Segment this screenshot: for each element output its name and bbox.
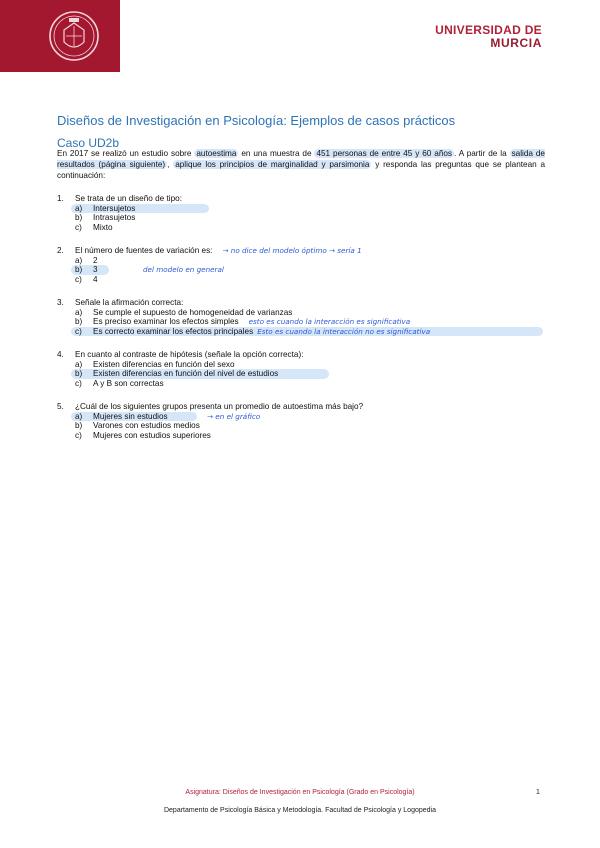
option-letter: c) <box>75 326 82 336</box>
option-letter: c) <box>75 378 82 388</box>
option-4a[interactable] <box>75 360 329 370</box>
option-text: Mixto <box>93 222 113 232</box>
option-text: Existen diferencias en función del nivel de estudios <box>93 369 279 378</box>
option-5a[interactable] <box>71 411 261 422</box>
option-letter: b) <box>75 369 83 378</box>
option-3c[interactable] <box>71 327 543 337</box>
option-text: 4 <box>93 274 98 284</box>
question-4 <box>57 350 329 388</box>
option-letter: b) <box>75 421 83 430</box>
question-1 <box>57 194 209 232</box>
option-text: Intersujetos <box>93 203 136 213</box>
question-text: Se trata de un diseño de tipo: <box>75 194 182 203</box>
university-name <box>435 24 542 50</box>
question-3 <box>57 298 543 336</box>
option-5c[interactable] <box>75 431 363 441</box>
option-2a[interactable] <box>75 256 362 266</box>
footer-department: Departamento de Psicología Básica y Metodología. Facultad de Psicología y Logopedia <box>163 807 436 814</box>
option-letter: a) <box>75 307 83 317</box>
option-1a[interactable] <box>71 204 209 214</box>
intro-paragraph <box>57 148 545 181</box>
intro-highlight: aplique los principios de marginalidad y parsimonia <box>175 160 370 169</box>
option-3a[interactable] <box>75 308 543 318</box>
option-text: Existen diferencias en función del sexo <box>93 359 235 369</box>
document-title: Diseños de Investigación en Psicología: Ejemplos de casos prácticos <box>57 113 456 128</box>
option-4b[interactable] <box>71 369 329 379</box>
question-text: Señale la afirmación correcta: <box>75 298 184 307</box>
page-header <box>0 0 600 72</box>
handwritten-note: → en el gráfico <box>207 411 261 421</box>
question-text: El número de fuentes de variación es: <box>75 246 213 255</box>
question-text: En cuanto al contraste de hipótesis (señale la opción correcta): <box>75 350 304 359</box>
university-seal-icon <box>48 10 100 62</box>
option-letter: a) <box>75 255 83 265</box>
option-letter: c) <box>75 222 82 232</box>
question-number: 4. <box>57 350 64 359</box>
intro-text: en una muestra de <box>238 149 315 158</box>
option-2b[interactable] <box>71 265 224 275</box>
intro-highlight: salida de resultados (página siguiente) <box>57 149 545 169</box>
footer-subject: Asignatura: Diseños de Investigación en Psicología (Grado en Psicología) <box>185 789 415 796</box>
option-text: Mujeres sin estudios <box>93 411 168 421</box>
intro-text: . A partir de la <box>454 149 510 158</box>
intro-text: , <box>167 160 174 169</box>
option-text: Mujeres con estudios superiores <box>93 430 211 440</box>
option-text: 3 <box>93 265 98 274</box>
option-text: A y B son correctas <box>93 378 164 388</box>
option-text: Es preciso examinar los efectos simples <box>93 317 239 326</box>
question-number: 3. <box>57 298 64 307</box>
option-text: Se cumple el supuesto de homogeneidad de varianzas <box>93 307 293 317</box>
handwritten-note: Esto es cuando la interacción no es significativa <box>257 326 431 336</box>
option-text: 2 <box>93 255 98 265</box>
option-4c[interactable] <box>75 379 329 389</box>
university-name-line1: UNIVERSIDAD DE <box>435 23 542 37</box>
option-letter: a) <box>75 203 83 213</box>
case-title: Caso UD2b <box>57 136 120 150</box>
option-letter: b) <box>75 213 83 222</box>
option-1c[interactable] <box>75 223 209 233</box>
intro-text: y responda las preguntas que se plantean a continuación: <box>57 160 546 180</box>
page-number: 1 <box>536 789 540 796</box>
option-text: Es correcto examinar los efectos principales <box>93 326 254 336</box>
university-name-line2: MURCIA <box>490 36 542 50</box>
option-letter: c) <box>75 274 82 284</box>
option-1b[interactable] <box>75 213 209 223</box>
option-5b[interactable] <box>75 421 363 431</box>
option-2c[interactable] <box>75 275 362 285</box>
option-text: Intrasujetos <box>93 213 136 222</box>
option-letter: a) <box>75 359 83 369</box>
option-letter: b) <box>75 265 83 274</box>
question-number: 5. <box>57 402 64 411</box>
intro-text: En 2017 se realizó un estudio sobre <box>57 149 195 158</box>
handwritten-note: del modelo en general <box>143 265 224 274</box>
intro-highlight: 451 personas de entre 45 y 60 años <box>316 149 453 158</box>
question-text: ¿Cuál de los siguientes grupos presenta un promedio de autoestima más bajo? <box>75 402 364 411</box>
intro-highlight: autoestima <box>196 149 237 158</box>
question-number: 1. <box>57 194 64 203</box>
university-logo <box>0 0 120 72</box>
option-letter: b) <box>75 317 83 326</box>
option-3b[interactable] <box>75 317 543 327</box>
question-2 <box>57 246 362 284</box>
question-number: 2. <box>57 246 64 255</box>
option-text: Varones con estudios medios <box>93 421 200 430</box>
option-letter: a) <box>75 411 83 421</box>
option-letter: c) <box>75 430 82 440</box>
handwritten-note: esto es cuando la interacción es significativa <box>248 317 411 326</box>
handwritten-note: → no dice del modelo óptimo → sería 1 <box>222 246 362 255</box>
question-5 <box>57 402 363 440</box>
